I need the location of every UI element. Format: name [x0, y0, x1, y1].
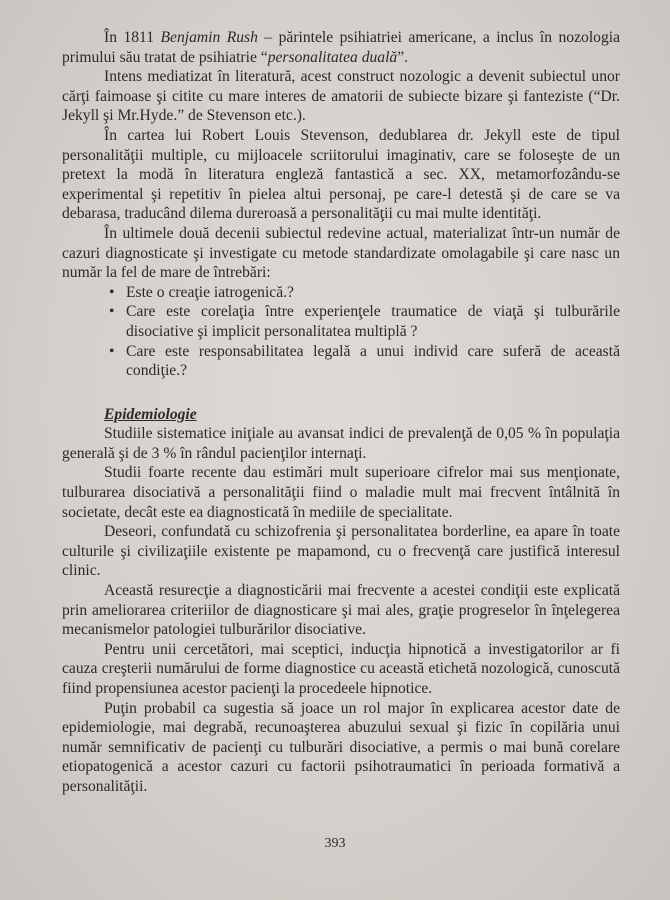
epidemiology-paragraph: Această resurecţie a diagnosticării mai frecvente a acestei condiţii este explicată prin ameliorarea criteriilor de diagnosticare şi mai ales, graţie progreselor în înţelegerea mecanismelor patologiei tulburărilor disociative. [62, 582, 620, 639]
author-name: Benjamin Rush [160, 29, 258, 46]
intro-text-c: – părintele psihiatriei americane, a inclus în nozologia primului său tratat de psihiatrie “ [62, 29, 620, 66]
page-number: 393 [324, 836, 346, 851]
epidemiology-paragraph: Studiile sistematice iniţiale au avansat indici de prevalenţă de 0,05 % în populaţia generală şi de 3 % în rândul pacienţilor internaţi. [62, 425, 620, 462]
intro-paragraph [62, 28, 620, 67]
list-item [110, 302, 620, 341]
list-item [110, 342, 620, 381]
list-item-text: Care este corelaţia între experienţele traumatice de viaţă şi tulburările disociative şi implicit personalitatea multiplă ? [126, 303, 620, 340]
list-item-text: Care este responsabilitatea legală a unui individ care suferă de această condiţie.? [126, 342, 620, 380]
questions-list [62, 283, 620, 381]
intro-text-e: ”. [397, 48, 409, 66]
section-heading: Epidemiologie [104, 405, 197, 423]
epidemiology-paragraph: Studii foarte recente dau estimări mult superioare cifrelor mai sus menţionate, tulburarea disociativă a personalităţii fiind o maladie mult mai frecvent întâlnită în societate, decât este ea diagnosticată în mediile de specialitate. [62, 464, 620, 521]
epidemiology-paragraph: Pentru unii cercetători, mai sceptici, inducţia hipnotică a investigatorilor ar fi cauza creşterii numărului de forme diagnostice cu această etichetă nozologică, cunoscută fiind propensiunea acestor pacienţi la procedeele hipnotice. [62, 640, 620, 697]
bullet-icon: • [109, 283, 115, 301]
page-body [62, 28, 620, 797]
list-item [110, 283, 620, 303]
media-paragraph: Intens mediatizat în literatură, acest construct nozologic a devenit subiectul unor cărţi faimoase şi citite cu mare interes de amatorii de subiecte bizare şi fanteziste (“Dr. Jekyll şi Mr.Hyde.” de Stevenson etc.). [62, 68, 620, 125]
dual-personality-term: personalitatea duală [267, 48, 398, 66]
bullet-icon: • [109, 303, 115, 321]
list-item-text: Este o creaţie iatrogenică.? [126, 283, 294, 301]
epidemiology-paragraph: Puţin probabil ca sugestia să joace un rol major în explicarea acestor date de epidemiologie, mai degrabă, recunoaşterea abuzului sexual şi fizic în copilăria unui număr semnificativ de pacienţi cu tulburări disociative, a permis o mai bună corelare etiopatogenică a acestor cazuri cu factorii psihotraumatici în perioada formativă a personalităţii. [62, 699, 620, 795]
stevenson-paragraph: În cartea lui Robert Louis Stevenson, dedublarea dr. Jekyll este de tipul personalităţii multiple, cu mijloacele scriitorului imaginativ, care se foloseşte de un pretext la modă în literatura engleză fantastică a sec. XX, metamorfozându-se experimental şi repetitiv în pielea altui personaj, pe care-l detestă şi de care se va debarasa, traducând dilema dureroasă a personalităţii cu mai multe identităţi. [62, 126, 620, 223]
bullet-icon: • [109, 342, 115, 360]
intro-text-a: În 1811 [104, 29, 161, 46]
epidemiology-paragraph: Deseori, confundată cu schizofrenia şi personalitatea borderline, ea apare în toate culturile şi civilizaţiile existente pe mapamond, cu o frecvenţă care justifică interesul clinic. [62, 523, 620, 580]
recent-decades-paragraph: În ultimele două decenii subiectul redevine actual, materializat într-un număr de cazuri diagnosticate şi investigate cu metode standardizate omolagabile şi care nasc un număr la fel de mare de întrebări: [62, 224, 620, 282]
